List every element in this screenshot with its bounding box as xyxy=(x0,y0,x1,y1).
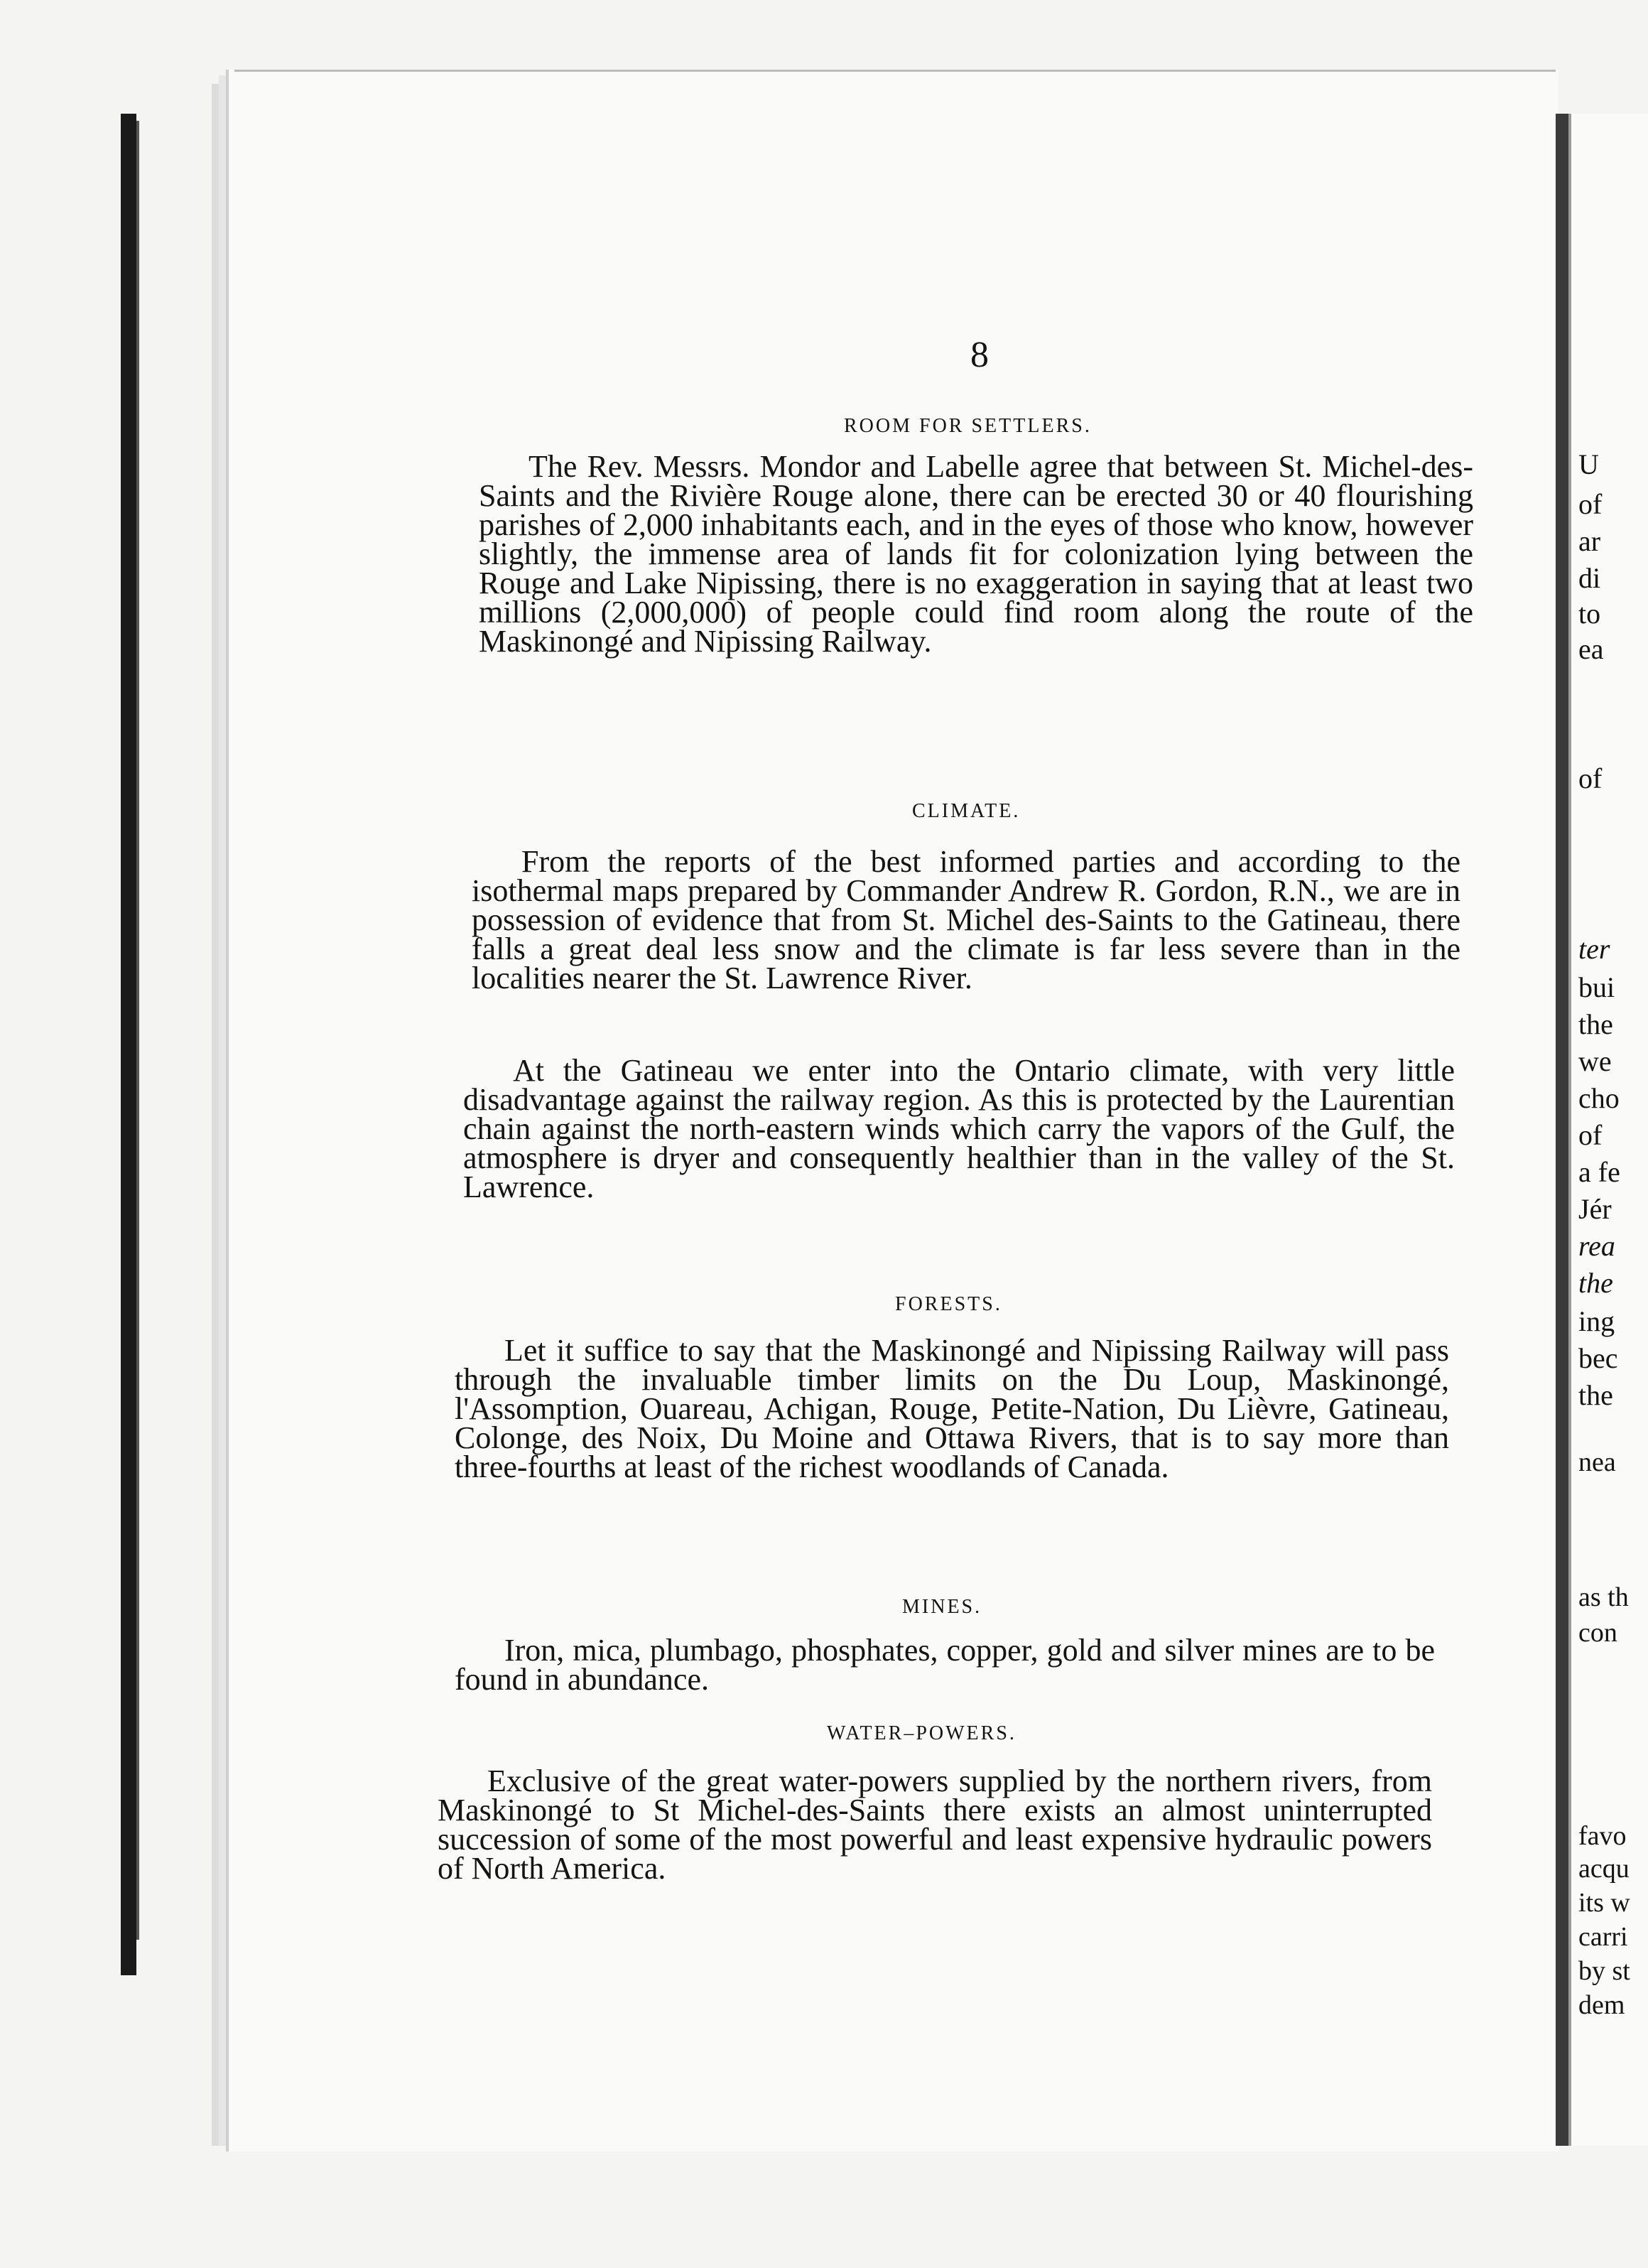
facing-fragment: ar xyxy=(1578,525,1601,557)
paragraph-water-powers xyxy=(438,1764,1432,1886)
paragraph-text: The Rev. Messrs. Mondor and Labelle agree that between St. Michel-des-Saints and the Rivière Rouge alone, there can be erected 30 or 40 flourishing parishes of 2,000 inhabitants each, and in the eyes of those who know, however slightly, the immense area of lands fit for colonization lying between the Rouge and Lake Nipissing, there is no exaggeration in saying that at least two millions (2,000,000) of people could find room along the route of the Maskinongé and Nipissing Railway. xyxy=(479,449,1473,659)
facing-fragment: the xyxy=(1578,1379,1613,1411)
paragraph-text: At the Gatineau we enter into the Ontario climate, with very little disadvantage against the railway region. As this is protected by the Laurentian chain against the north-eastern winds which carry the vapors of the Gulf, the atmosphere is dryer and consequently healthier than in the valley of the St. Lawrence. xyxy=(463,1053,1455,1204)
facing-fragment: to xyxy=(1578,598,1601,630)
facing-fragment: the xyxy=(1578,1267,1613,1299)
book-gutter xyxy=(1556,114,1568,2146)
facing-fragment: ter xyxy=(1578,933,1610,965)
facing-fragment: acqu xyxy=(1578,1854,1630,1884)
facing-fragment: we xyxy=(1578,1045,1612,1077)
facing-fragment: carri xyxy=(1578,1922,1628,1952)
facing-fragment: ea xyxy=(1578,633,1604,665)
facing-page xyxy=(1571,114,1648,2146)
scan-dark-edge xyxy=(121,114,136,1975)
facing-fragment: favo xyxy=(1578,1821,1627,1851)
paragraph-climate-1 xyxy=(472,844,1460,995)
scan-edge-line xyxy=(136,121,139,1940)
facing-fragment: cho xyxy=(1578,1082,1620,1114)
facing-fragment: as th xyxy=(1578,1582,1629,1612)
facing-fragment: of xyxy=(1578,488,1603,520)
heading-water-powers: WATER–POWERS. xyxy=(827,1722,1017,1744)
paragraph-text: Iron, mica, plumbago, phosphates, copper, gold and silver mines are to be found in abundance. xyxy=(455,1633,1435,1697)
facing-fragment: di xyxy=(1578,562,1601,594)
facing-fragment: dem xyxy=(1578,1990,1625,2020)
paragraph-forests xyxy=(455,1333,1449,1484)
facing-fragment: U xyxy=(1578,448,1599,480)
paragraph-room-for-settlers xyxy=(479,449,1473,659)
paragraph-climate-2 xyxy=(463,1053,1455,1204)
heading-mines: MINES. xyxy=(902,1596,982,1618)
page-number: 8 xyxy=(970,335,989,375)
facing-fragment: con xyxy=(1578,1618,1617,1648)
page-top-edge xyxy=(234,70,1556,72)
heading-forests: FORESTS. xyxy=(895,1293,1002,1315)
facing-fragment: of xyxy=(1578,762,1603,794)
paragraph-text: From the reports of the best informed parties and according to the isothermal maps prepared by Commander Andrew R. Gordon, R.N., we are in possession of evidence that from St. Michel des-Saints to the Gatineau, there falls a great deal less snow and the climate is far less severe than in the localities nearer the St. Lawrence River. xyxy=(472,844,1460,995)
heading-climate: CLIMATE. xyxy=(912,800,1021,822)
facing-fragment: bec xyxy=(1578,1342,1618,1374)
facing-fragment: its w xyxy=(1578,1888,1630,1918)
facing-fragment: the xyxy=(1578,1008,1613,1040)
heading-room-for-settlers: ROOM FOR SETTLERS. xyxy=(844,415,1092,437)
facing-fragment: ing xyxy=(1578,1305,1615,1337)
paragraph-text: Let it suffice to say that the Maskinongé and Nipissing Railway will pass through the invaluable timber limits on the Du Loup, Maskinongé, l'Assomption, Ouareau, Achigan, Rouge, Petite-Nation, Du Lièvre, Gatineau, Colonge, des Noix, Du Moine and Ottawa Rivers, that is to say more than three-fourths at least of the richest woodlands of Canada. xyxy=(455,1333,1449,1484)
facing-fragment: Jér xyxy=(1578,1193,1612,1225)
facing-fragment: of xyxy=(1578,1119,1603,1151)
facing-fragment: by st xyxy=(1578,1956,1630,1986)
paragraph-mines xyxy=(455,1633,1435,1697)
facing-fragment: rea xyxy=(1578,1230,1615,1262)
facing-fragment: a fe xyxy=(1578,1156,1620,1188)
facing-fragment: nea xyxy=(1578,1447,1616,1477)
paragraph-text: Exclusive of the great water-powers supplied by the northern rivers, from Maskinongé to St Michel-des-Saints there exists an almost uninterrupted succession of some of the most powerful and least expensive hydraulic powers of North America. xyxy=(438,1764,1432,1886)
facing-fragment: bui xyxy=(1578,971,1615,1003)
